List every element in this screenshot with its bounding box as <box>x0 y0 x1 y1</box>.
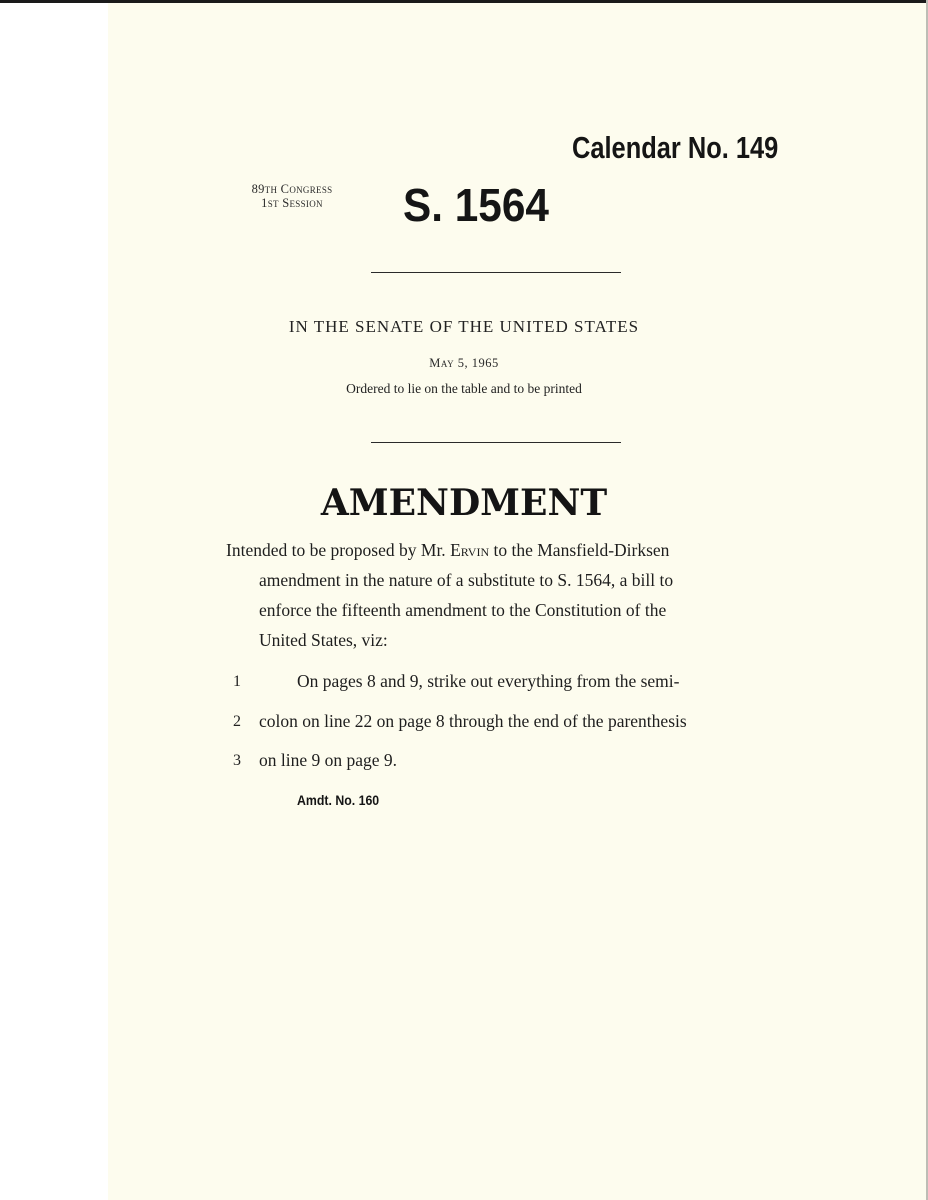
amendment-number: Amdt. No. 160 <box>297 792 380 808</box>
intro-line-2: amendment in the nature of a substitute to S. 1564, a bill to <box>259 570 674 590</box>
senate-heading: IN THE SENATE OF THE UNITED STATES <box>288 317 640 336</box>
date: May 5, 1965 <box>429 356 499 370</box>
intro-text: Intended to be proposed by Mr. <box>226 540 451 560</box>
body-line: on line 9 on page 9. <box>259 750 398 770</box>
calendar-number: Calendar No. 149 <box>572 130 779 165</box>
body-line: colon on line 22 on page 8 through the end of the parenthesis <box>259 711 687 731</box>
line-number: 2 <box>233 713 241 730</box>
session-label: 1st Session <box>261 196 323 210</box>
congress-session-block <box>222 182 362 210</box>
intro-tail: to the Mansfield-Dirksen <box>489 540 670 560</box>
divider-top <box>371 272 621 273</box>
line-number: 3 <box>233 752 241 769</box>
amendment-title: AMENDMENT <box>320 482 608 524</box>
sponsor-name: Ervin <box>450 540 490 560</box>
order-note: Ordered to lie on the table and to be printed <box>346 381 582 396</box>
body-line: On pages 8 and 9, strike out everything from the semi- <box>297 671 680 691</box>
intro-line-4: United States, viz: <box>259 630 388 650</box>
congress-label: 89th Congress <box>251 182 333 196</box>
divider-bottom <box>371 442 621 443</box>
intro-line-3: enforce the fifteenth amendment to the Constitution of the <box>259 600 667 620</box>
line-number: 1 <box>233 673 241 690</box>
bill-number: S. 1564 <box>403 179 549 231</box>
intro-line-1 <box>226 540 669 561</box>
